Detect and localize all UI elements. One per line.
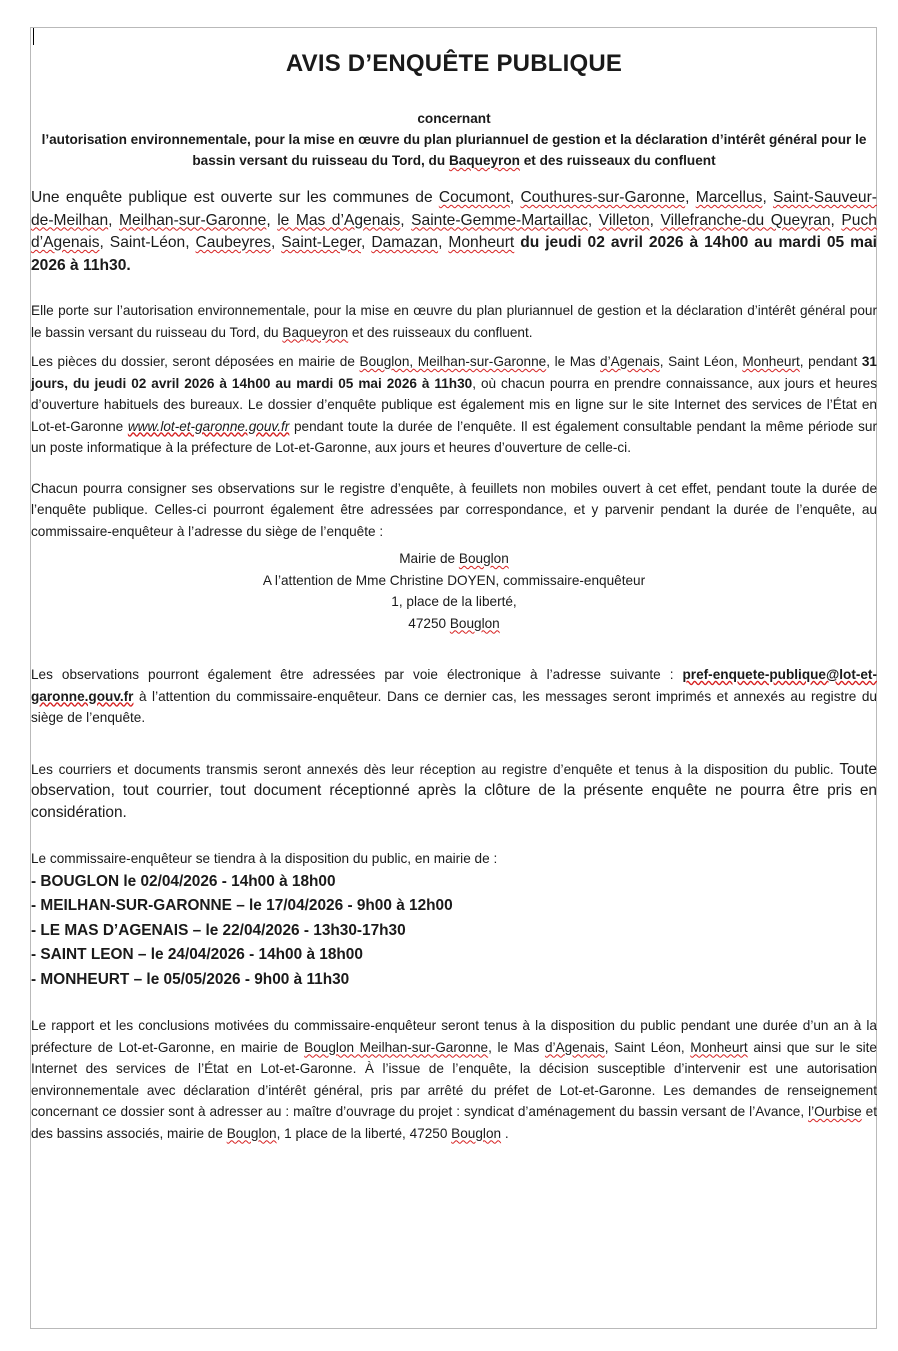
text-cursor: [33, 28, 34, 45]
postal-address: [31, 548, 877, 634]
page-title: AVIS D’ENQUÊTE PUBLIQUE: [285, 50, 623, 77]
commune-name: Cocumont: [438, 189, 510, 206]
commune-name: Sainte-Gemme-Martaillac: [411, 211, 588, 229]
commune-name: Damazan: [371, 234, 439, 251]
address-line-city: 47250 Bouglon: [408, 615, 500, 631]
intro-dates: du jeudi 02 avril 2026 à 14h00 au mardi 05 mai 2026 à 11h30.: [31, 234, 878, 274]
paragraph-dossier: Les pièces du dossier, seront déposées en mairie de Bouglon, Meilhan-sur-Garonne, le Mas d’Agenais, Saint Léon, Monheurt, pendant 31 jours, du jeudi 02 avril 2026 à 14h00 au mardi 05 mai 2026 à 11h30, où chacun pourra en prendre connaissance, aux jours et heures d’ouverture habituels des bureaux. Le dossier d’enquête publique est également mis en ligne sur le site Internet des services de l’État en Lot-et-Garonne www.lot-et-garonne.gouv.fr pendant toute la durée de l’enquête. Il est également consultable pendant la même période sur un poste informatique à la préfecture de Lot-et-Garonne, aux jours et heures d’ouverture de celle-ci.: [31, 354, 877, 455]
email-link[interactable]: pref-enquete-publique@lot-et-garonne.gouv.fr: [31, 667, 877, 704]
commune-name: Caubeyres: [195, 234, 271, 251]
commune-name: Saint-Léon: [109, 234, 186, 251]
schedule-item: - LE MAS D’AGENAIS – le 22/04/2026 - 13h30-17h30: [31, 921, 406, 939]
commune-name: Villeton: [598, 211, 650, 229]
address-line-attention: A l’attention de Mme Christine DOYEN, commissaire-enquêteur: [262, 572, 646, 588]
subheading-concernant: concernant: [417, 111, 491, 126]
address-line-mairie: Mairie de Bouglon: [399, 551, 509, 566]
schedule-item: - MEILHAN-SUR-GARONNE – le 17/04/2026 - 9h00 à 12h00: [31, 897, 453, 914]
paragraph-permanences-intro: Le commissaire-enquêteur se tiendra à la disposition du public, en mairie de :: [31, 851, 498, 866]
commune-name: Villefranche-du Queyran: [660, 211, 831, 229]
paragraph-courriers: Les courriers et documents transmis seront annexés dès leur réception au registre d’enquête et tenus à la disposition du public. Toute observation, tout courrier, tout document réceptionné après la clôture de la présente enquête ne pourra être pris en considération.: [31, 760, 877, 821]
commune-name: Meilhan-sur-Garonne: [119, 211, 267, 229]
commune-name: Couthures-sur-Garonne: [520, 189, 686, 206]
schedule-list: [31, 870, 877, 993]
document-body: [31, 50, 877, 1144]
commune-name: Monheurt: [448, 234, 515, 251]
intro-paragraph: Une enquête publique est ouverte sur les communes de Cocumont, Couthures-sur-Garonne, Marcellus, Saint-Sauveur-de-Meilhan, Meilhan-sur-Garonne, le Mas d’Agenais, Sainte-Gemme-Martaillac, Villeton, Villefranche-du Queyran, Puch d’Agenais, Saint-Léon, Caubeyres, Saint-Leger, Damazan, Monheurt du jeudi 02 avril 2026 à 14h00 au mardi 05 mai 2026 à 11h30.: [31, 189, 878, 274]
paragraph-object: Elle porte sur l’autorisation environnementale, pour la mise en œuvre du plan pluriannuel de gestion et la déclaration d’intérêt général pour le bassin versant du ruisseau du Tord, du Baqueyron et des ruisseaux du confluent.: [31, 303, 877, 340]
subheading-object: l’autorisation environnementale, pour la mise en œuvre du plan pluriannuel de gestion et la déclaration d’intérêt général pour le bassin versant du ruisseau du Tord, du Baqueyron et des ruisseaux du confluent: [41, 132, 867, 168]
paragraph-email: Les observations pourront également être adressées par voie électronique à l’adresse suivante : pref-enquete-publique@lot-et-garonne.gouv.fr à l’attention du commissaire-enquêteur. Dans ce dernier cas, les messages seront imprimés et annexés au registre du siège de l’enquête.: [31, 667, 877, 725]
website-link[interactable]: www.lot-et-garonne.gouv.fr: [127, 418, 290, 434]
paragraph-registre: Chacun pourra consigner ses observations sur le registre d’enquête, à feuillets non mobiles ouvert à cet effet, pendant toute la durée de l’enquête publique. Celles-ci pourront également être adressées par correspondance, et y parvenir pendant la durée de l’enquête, au commissaire-enquêteur à l’adresse du siège de l’enquête :: [31, 480, 877, 539]
schedule-item: - SAINT LEON – le 24/04/2026 - 14h00 à 18h00: [31, 946, 363, 963]
subheading: [31, 108, 877, 171]
address-line-street: 1, place de la liberté,: [391, 594, 517, 609]
commune-name: Puch d’Agenais: [31, 211, 877, 251]
schedule-item: - BOUGLON le 02/04/2026 - 14h00 à 18h00: [31, 872, 336, 890]
commune-name: Marcellus: [695, 189, 763, 206]
commune-name: Saint-Leger: [281, 234, 362, 251]
intro-lead: Une enquête publique est ouverte sur les communes de: [31, 189, 439, 206]
commune-name: le Mas d’Agenais: [277, 211, 401, 229]
paragraph-rapport: Le rapport et les conclusions motivées du commissaire-enquêteur seront tenus à la disposition du public pendant une durée d’un an à la préfecture de Lot-et-Garonne, en mairie de Bouglon Meilhan-sur-Garonne, le Mas d’Agenais, Saint Léon, Monheurt ainsi que sur le site Internet des services de l’État en Lot-et-Garonne. À l’issue de l’enquête, la décision susceptible d’intervenir est une autorisation environnementale avec déclaration d’intérêt général, pris par arrêté du préfet de Lot-et-Garonne. Les demandes de renseignement concernant ce dossier sont à adresser au : maître d’ouvrage du projet : syndicat d’aménagement du bassin versant de l’Avance, l’Ourbise et des bassins associés, mairie de Bouglon, 1 place de la liberté, 47250 Bouglon .: [31, 1018, 877, 1141]
commune-name: Saint-Sauveur-de-Meilhan: [31, 189, 877, 229]
schedule-item: - MONHEURT – le 05/05/2026 - 9h00 à 11h30: [31, 970, 350, 988]
